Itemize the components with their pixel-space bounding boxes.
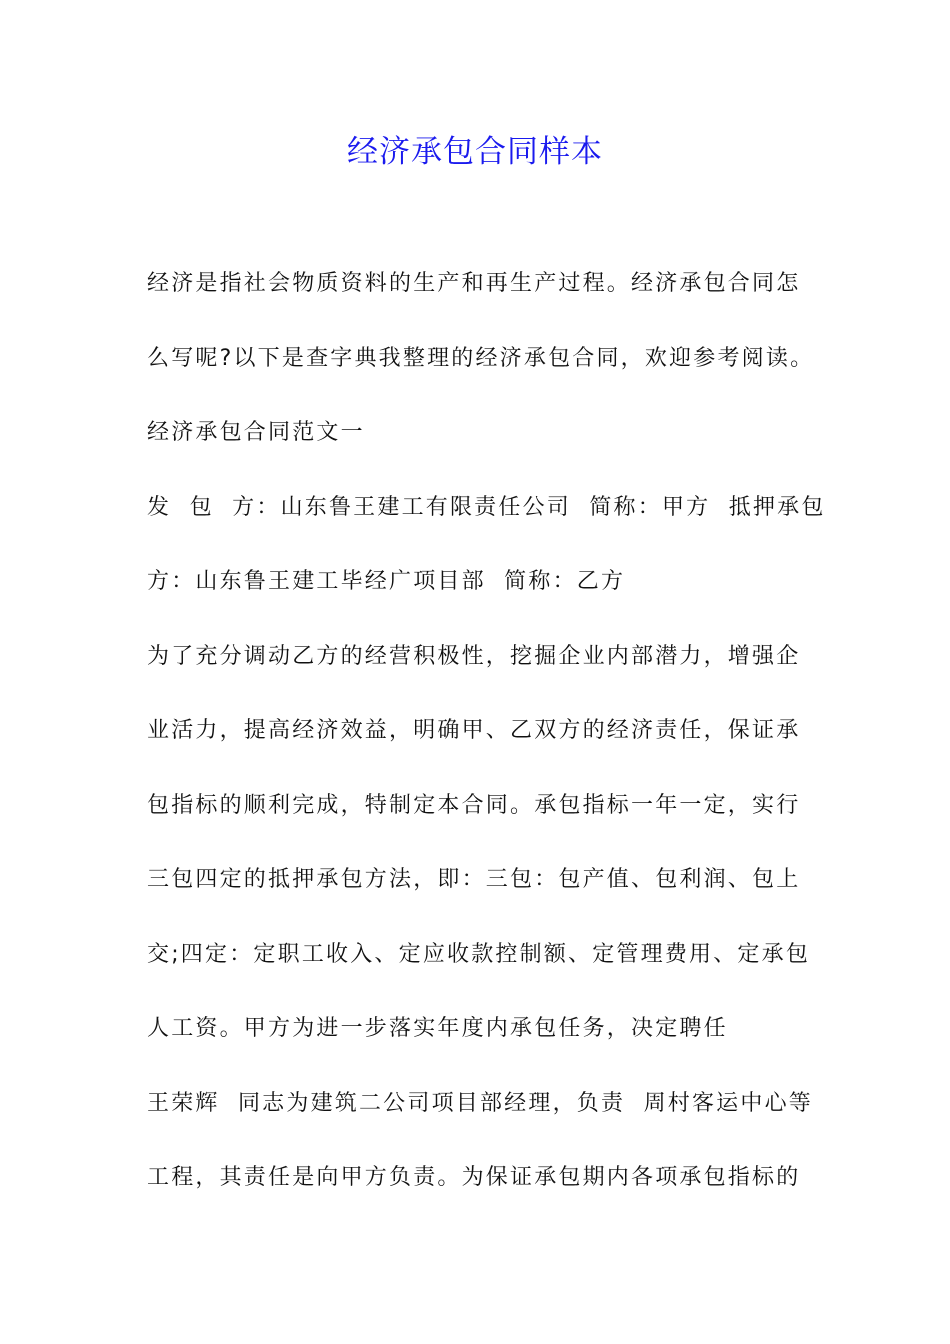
body-line: 包指标的顺利完成，特制定本合同。承包指标一年一定，实行	[147, 792, 801, 818]
document-body	[147, 260, 827, 1229]
body-line: 业活力，提高经济效益，明确甲、乙双方的经济责任，保证承	[147, 718, 801, 743]
section-heading: 经济承包合同范文一	[147, 420, 365, 445]
body-line: 方：山东鲁王建工毕经广项目部 简称：乙方	[147, 569, 626, 594]
body-line: 么写呢?以下是查字典我整理的经济承包合同，欢迎参考阅读。	[147, 345, 815, 371]
document-title: 经济承包合同样本	[347, 134, 603, 170]
body-line: 三包四定的抵押承包方法，即：三包：包产值、包利润、包上	[147, 867, 801, 892]
body-line: 王荣辉 同志为建筑二公司项目部经理，负责 周村客运中心等	[147, 1090, 813, 1116]
body-line: 工程，其责任是向甲方负责。为保证承包期内各项承包指标的	[147, 1165, 801, 1190]
body-line: 人工资。甲方为进一步落实年度内承包任务，决定聘任	[147, 1016, 728, 1041]
body-line: 交;四定：定职工收入、定应收款控制额、定管理费用、定承包	[147, 941, 811, 967]
body-line: 为了充分调动乙方的经营积极性，挖掘企业内部潜力，增强企	[147, 643, 801, 669]
body-line: 经济是指社会物质资料的生产和再生产过程。经济承包合同怎	[147, 271, 801, 296]
body-line: 发 包 方：山东鲁王建工有限责任公司 简称：甲方 抵押承包	[147, 494, 826, 520]
